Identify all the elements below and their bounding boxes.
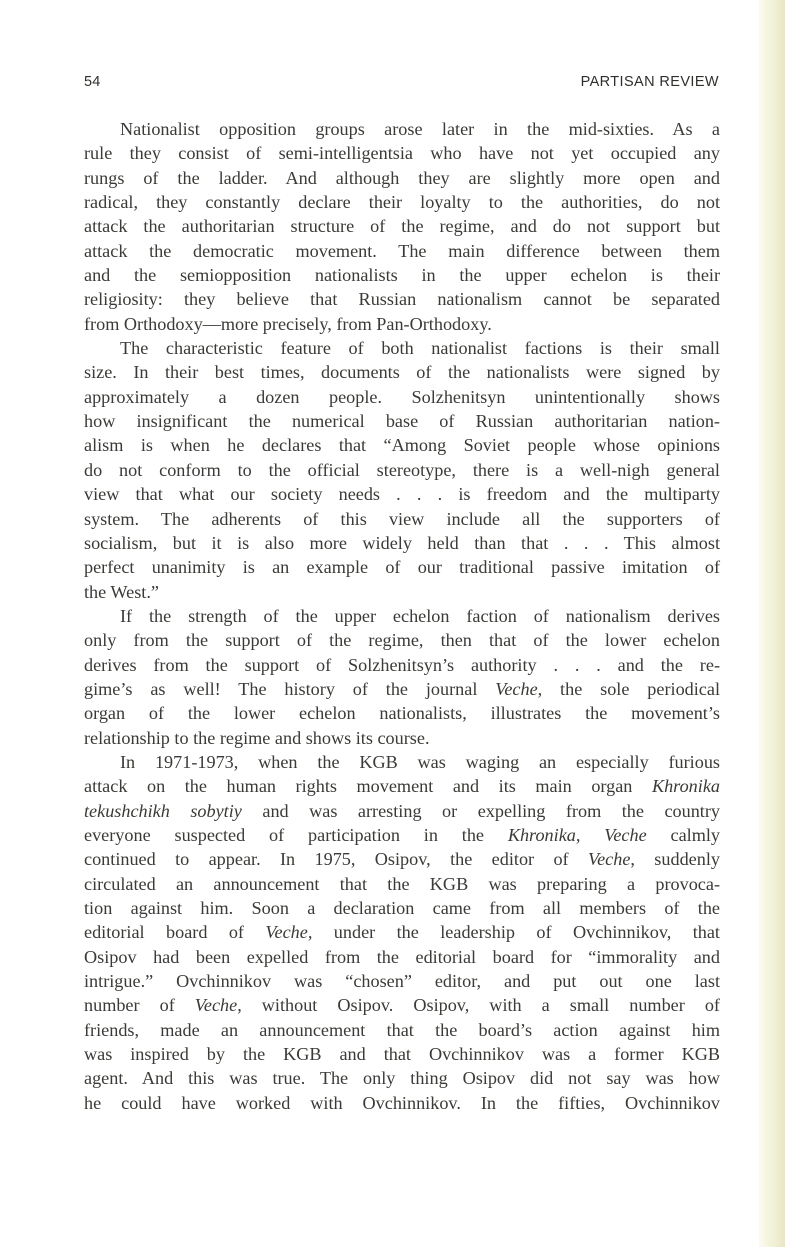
text-line [84, 872, 720, 896]
text-segment: editorial board of [84, 922, 266, 943]
page-header [84, 74, 719, 94]
text-line [84, 385, 720, 409]
text-line [84, 360, 720, 384]
text-line [84, 433, 720, 457]
text-segment: tion against him. Soon a declaration came from all members of the [84, 898, 720, 918]
italic-title-text: Veche [587, 849, 631, 870]
text-line [84, 141, 720, 165]
text-line [84, 847, 720, 871]
text-line [84, 969, 720, 993]
text-segment: approximately a dozen people. Solzhenitsyn unintentionally shows [84, 386, 720, 407]
text-segment: only from the support of the regime, then that of the lower echelon [84, 630, 720, 651]
italic-title-text: tekushchikh sobytiy [84, 800, 242, 821]
text-line [84, 580, 720, 604]
italic-title-text: Veche [194, 995, 238, 1016]
text-segment: from Orthodoxy—more precisely, from Pan-Orthodoxy. [84, 313, 492, 334]
text-segment: Nationalist opposition groups arose later in the mid-sixties. As a [120, 119, 720, 139]
text-segment: everyone suspected of participation in the [84, 824, 508, 845]
text-segment: organ of the lower echelon nationalists, illustrates the movement’s [84, 703, 720, 724]
text-segment: friends, made an announcement that the board’s action against him [84, 1019, 720, 1040]
text-segment: radical, they constantly declare their loyalty to the authorities, do not [84, 192, 720, 213]
text-line [84, 190, 720, 214]
text-line [84, 1091, 720, 1115]
text-segment: was inspired by the KGB and that Ovchinnikov was a former KGB [84, 1044, 720, 1065]
text-line [84, 701, 720, 725]
running-title: PARTISAN REVIEW [580, 74, 719, 90]
text-line [84, 677, 720, 701]
text-line [84, 920, 720, 944]
text-line [84, 1018, 720, 1042]
text-line [84, 531, 720, 555]
text-line [84, 1042, 720, 1066]
text-segment: , suddenly [630, 849, 720, 870]
italic-title-text: Khronika [651, 776, 720, 797]
text-line [84, 507, 720, 531]
text-line [84, 993, 720, 1017]
italic-title-text: Khronika, Veche [507, 824, 647, 845]
text-line [84, 555, 720, 579]
text-segment: number of [84, 995, 195, 1016]
text-segment: under the leadership of Ovchinnikov, that [312, 922, 720, 943]
text-line [84, 117, 720, 141]
text-segment: attack the democratic movement. The main difference between them [84, 240, 720, 261]
text-segment: If the strength of the upper echelon faction of nationalism derives [120, 605, 720, 626]
text-segment: derives from the support of Solzhenitsyn’s authority . . . and the re- [84, 654, 720, 675]
text-line [84, 896, 720, 920]
italic-title-text: Veche, [495, 678, 543, 699]
text-segment: intrigue.” Ovchinnikov was “chosen” editor, and put out one last [84, 971, 720, 992]
page-edge-shadow [759, 0, 785, 1247]
text-segment: the West.” [84, 581, 159, 602]
text-segment: system. The adherents of this view include all the supporters of [84, 508, 720, 529]
text-segment: he could have worked with Ovchinnikov. In the fifties, Ovchinnikov [84, 1092, 720, 1113]
text-segment: do not conform to the official stereotype, there is a well-nigh general [84, 459, 720, 480]
text-segment: view that what our society needs . . . is freedom and the multiparty [84, 484, 720, 505]
text-line [84, 750, 720, 774]
text-segment: the sole periodical [542, 678, 721, 699]
text-segment: Osipov had been expelled from the editorial board for “immorality and [84, 946, 720, 967]
text-line [84, 604, 720, 628]
text-line [84, 653, 720, 677]
text-segment: calmly [646, 824, 720, 845]
text-line [84, 287, 720, 311]
text-segment: religiosity: they believe that Russian nationalism cannot be separated [84, 289, 720, 310]
text-line [84, 239, 720, 263]
italic-title-text: Veche, [265, 922, 313, 943]
text-segment: The characteristic feature of both nationalist factions is their small [120, 338, 720, 359]
text-segment: how insignificant the numerical base of Russian authoritarian nation- [84, 411, 720, 432]
text-line [84, 628, 720, 652]
text-line [84, 409, 720, 433]
text-segment: and the semiopposition nationalists in the upper echelon is their [84, 265, 720, 286]
text-line [84, 312, 720, 336]
text-line [84, 263, 720, 287]
text-line [84, 336, 720, 360]
text-line [84, 823, 720, 847]
text-segment: attack on the human rights movement and its main organ [84, 776, 652, 797]
text-line [84, 482, 720, 506]
text-segment: alism is when he declares that “Among Soviet people whose opinions [84, 435, 720, 456]
text-line [84, 945, 720, 969]
text-line [84, 458, 720, 482]
text-line [84, 1066, 720, 1090]
text-segment: and was arresting or expelling from the country [241, 800, 720, 821]
text-line [84, 166, 720, 190]
text-segment: In 1971-1973, when the KGB was waging an especially furious [120, 751, 720, 772]
text-segment: socialism, but it is also more widely held than that . . . This almost [84, 532, 720, 553]
text-segment: continued to appear. In 1975, Osipov, the editor of [84, 849, 588, 870]
text-segment: , without Osipov. Osipov, with a small number of [237, 995, 720, 1016]
text-segment: size. In their best times, documents of the nationalists were signed by [84, 362, 720, 383]
text-segment: perfect unanimity is an example of our traditional passive imitation of [84, 557, 720, 578]
text-segment: rungs of the ladder. And although they are slightly more open and [84, 167, 720, 188]
text-segment: agent. And this was true. The only thing Osipov did not say was how [84, 1068, 720, 1089]
text-segment: relationship to the regime and shows its course. [84, 727, 430, 748]
body-text [84, 117, 720, 1115]
text-line [84, 214, 720, 238]
text-segment: attack the authoritarian structure of the regime, and do not support but [84, 216, 720, 237]
text-line [84, 774, 720, 798]
text-line [84, 799, 720, 823]
text-line [84, 726, 720, 750]
text-segment: circulated an announcement that the KGB was preparing a provoca- [84, 873, 720, 894]
text-segment: gime’s as well! The history of the journal [84, 678, 496, 699]
text-segment: rule they consist of semi-intelligentsia who have not yet occupied any [84, 143, 720, 164]
page-number: 54 [84, 74, 101, 90]
